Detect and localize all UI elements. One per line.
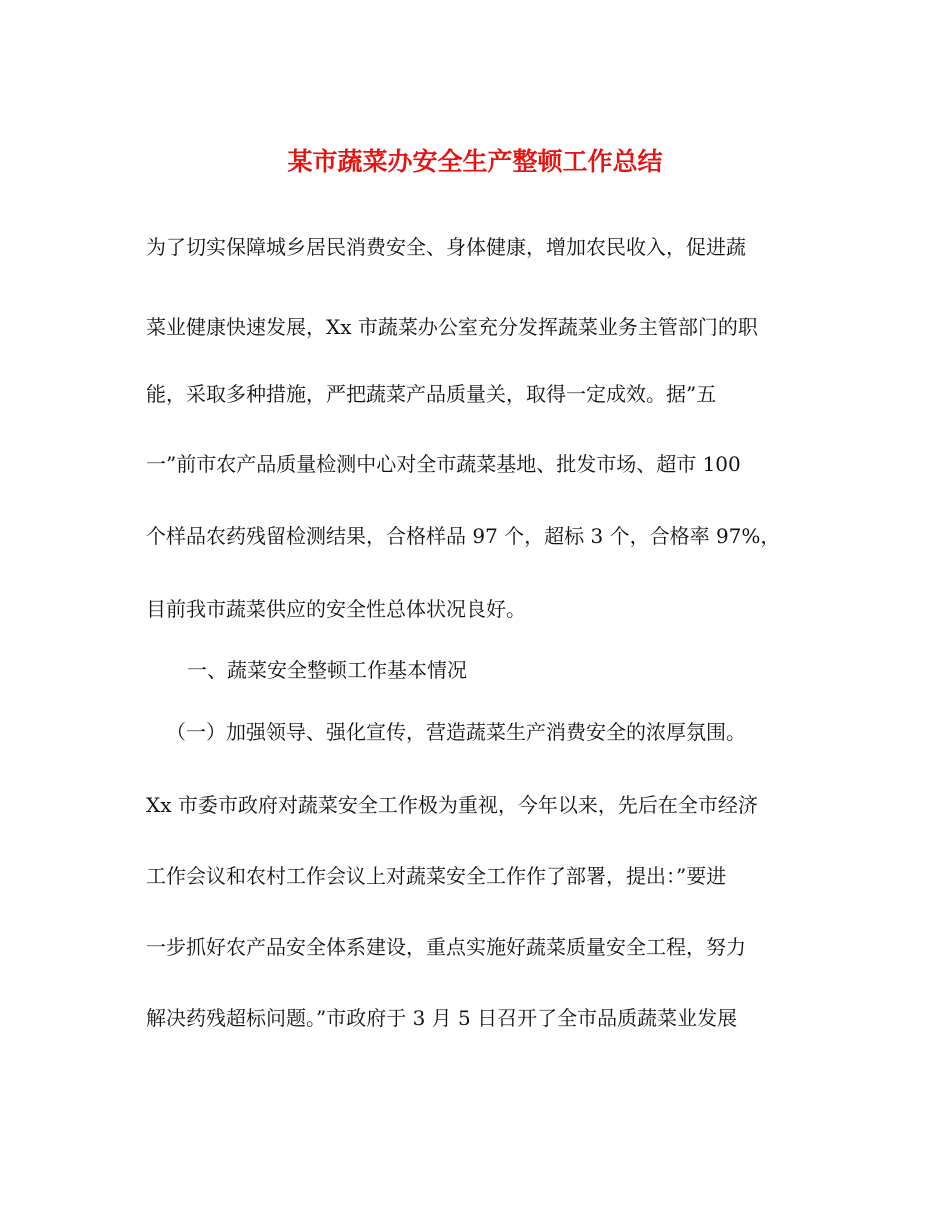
body-line: 解决药残超标问题。”市政府于 3 月 5 日召开了全市品质蔬菜业发展 — [146, 1006, 738, 1030]
body-line: Xx 市委市政府对蔬菜安全工作极为重视，今年以来，先后在全市经济 — [146, 793, 758, 817]
body-line: 一”前市农产品质量检测中心对全市蔬菜基地、批发市场、超市 100 — [146, 452, 741, 476]
document-title: 某市蔬菜办安全生产整顿工作总结 — [287, 147, 663, 176]
subsection-heading: （一）加强领导、强化宣传，营造蔬菜生产消费安全的浓厚氛围。 — [166, 720, 746, 744]
body-line: 能，采取多种措施，严把蔬菜产品质量关，取得一定成效。据”五 — [146, 382, 717, 406]
body-line: 为了切实保障城乡居民消费安全、身体健康，增加农民收入，促进蔬 — [146, 235, 746, 259]
body-line: 个样品农药残留检测结果，合格样品 97 个，超标 3 个，合格率 97%， — [146, 524, 781, 548]
section-heading: 一、蔬菜安全整顿工作基本情况 — [187, 658, 467, 682]
body-line: 一步抓好农产品安全体系建设，重点实施好蔬菜质量安全工程，努力 — [146, 935, 746, 959]
body-line: 工作会议和农村工作会议上对蔬菜安全工作作了部署，提出：”要进 — [146, 864, 727, 888]
body-line: 菜业健康快速发展，Xx 市蔬菜办公室充分发挥蔬菜业务主管部门的职 — [146, 315, 758, 339]
body-line: 目前我市蔬菜供应的安全性总体状况良好。 — [146, 597, 526, 621]
